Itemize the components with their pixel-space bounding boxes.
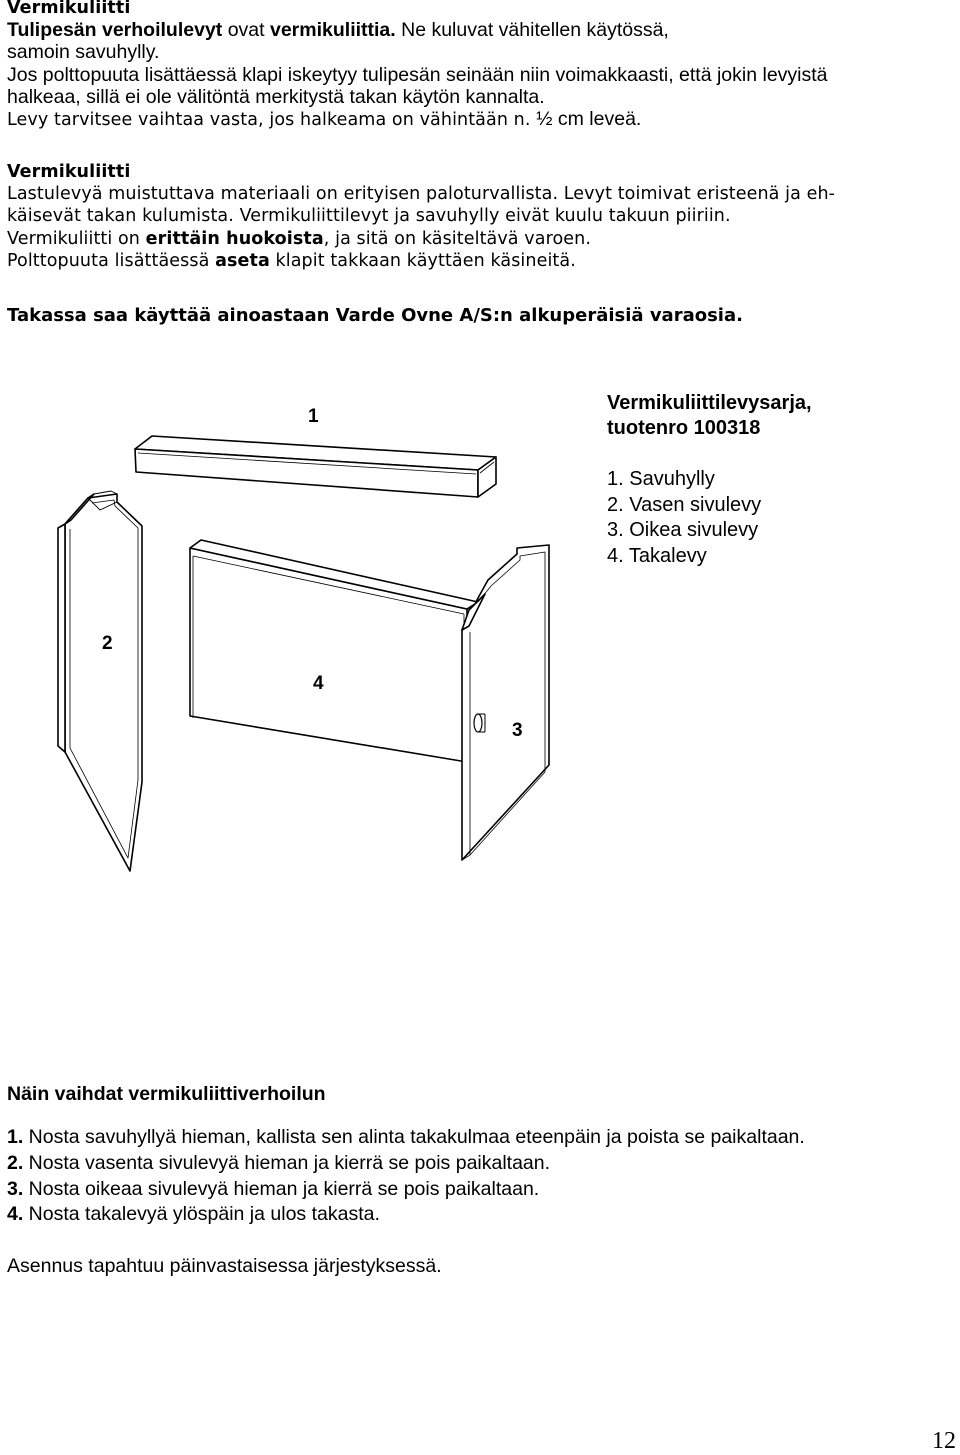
step-text: Nosta savuhyllyä hieman, kallista sen alinta takakulmaa eteenpäin ja poista se paikaltaan. — [23, 1126, 805, 1148]
replacement-steps — [7, 1125, 805, 1228]
right-side-panel-drawing — [462, 545, 549, 860]
intro-line-5-b: ½ cm leveä. — [536, 108, 642, 131]
step-item — [7, 1151, 805, 1177]
closing-note: Asennus tapahtuu päinvastaisessa järjestyksessä. — [7, 1255, 442, 1278]
left-side-panel-drawing — [58, 491, 142, 871]
step-number: 1. — [7, 1126, 24, 1148]
intro-plain-a: ovat — [222, 19, 270, 42]
back-panel-drawing — [190, 540, 478, 762]
legend-item: 4. Takalevy — [607, 544, 707, 567]
info-heading: Vermikuliitti — [7, 162, 131, 182]
legend-item: 2. Vasen sivulevy — [607, 493, 762, 516]
step-item — [7, 1202, 805, 1228]
step-number: 4. — [7, 1203, 24, 1226]
info-line-1: Lastulevyä muistuttava materiaali on erityisen paloturvallista. Levyt toimivat eristeenä ja eh- — [7, 184, 836, 205]
info-line-4-b: klapit takkaan käyttäen käsineitä. — [269, 250, 576, 271]
info-line-3-b: , ja sitä on käsiteltävä varoen. — [323, 228, 592, 249]
step-item — [7, 1177, 805, 1203]
intro-bold-b: vermikuliittia. — [269, 19, 396, 42]
info-line-4-a: Polttopuuta lisättäessä — [7, 250, 216, 271]
info-line-3-bold: erittäin huokoista — [145, 228, 324, 249]
intro-line-3: Jos polttopuuta lisättäessä klapi iskeytyy tulipesän seinään niin voimakkaasti, että jokin levyistä — [7, 63, 828, 86]
parts-legend-list — [607, 467, 761, 569]
label-part-3: 3 — [512, 720, 523, 741]
info-line-3-a: Vermikuliitti on — [7, 228, 146, 249]
step-item — [7, 1125, 805, 1151]
legend-item: 3. Oikea sivulevy — [607, 519, 759, 542]
step-number: 3. — [7, 1177, 24, 1200]
spare-parts-warning: Takassa saa käyttää ainoastaan Varde Ovne A/S:n alkuperäisiä varaosia. — [7, 305, 743, 326]
replacement-section — [7, 1081, 805, 1280]
intro-heading: Vermikuliitti — [7, 0, 131, 18]
label-part-2: 2 — [102, 633, 113, 654]
legend-item: 1. Savuhylly — [607, 468, 715, 490]
smoke-shelf-drawing — [135, 436, 496, 497]
intro-plain-b: Ne kuluvat vähitellen käytössä, — [395, 19, 669, 42]
legend-title-line-1: Vermikuliittilevysarja, — [607, 392, 812, 414]
legend-title-line-2: tuotenro 100318 — [607, 417, 761, 439]
intro-line-5-a: Levy tarvitsee vaihtaa vasta, jos halkeama on vähintään n. — [7, 110, 537, 131]
step-text: Nosta takalevyä ylöspäin ja ulos takasta. — [23, 1203, 380, 1226]
intro-line-4: halkeaa, sillä ei ole välitöntä merkitystä takan käytön kannalta. — [7, 85, 545, 108]
info-line-2: käisevät takan kulumista. Vermikuliittilevyt ja savuhylly eivät kuulu takuun piiriin. — [7, 206, 731, 227]
step-number: 2. — [7, 1151, 24, 1174]
intro-bold-a: Tulipesän verhoilulevyt — [7, 19, 223, 42]
intro-line-2: samoin savuhylly. — [7, 41, 160, 64]
label-part-4: 4 — [313, 673, 324, 694]
page-number: 12 — [932, 1428, 956, 1454]
replacement-heading: Näin vaihdat vermikuliittiverhoilun — [7, 1083, 326, 1105]
parts-legend-title — [607, 391, 812, 441]
label-part-1: 1 — [308, 406, 319, 427]
info-line-4-bold: aseta — [215, 250, 270, 271]
step-text: Nosta vasenta sivulevyä hieman ja kierrä se pois paikaltaan. — [23, 1151, 551, 1174]
step-text: Nosta oikeaa sivulevyä hieman ja kierrä se pois paikaltaan. — [23, 1177, 540, 1200]
